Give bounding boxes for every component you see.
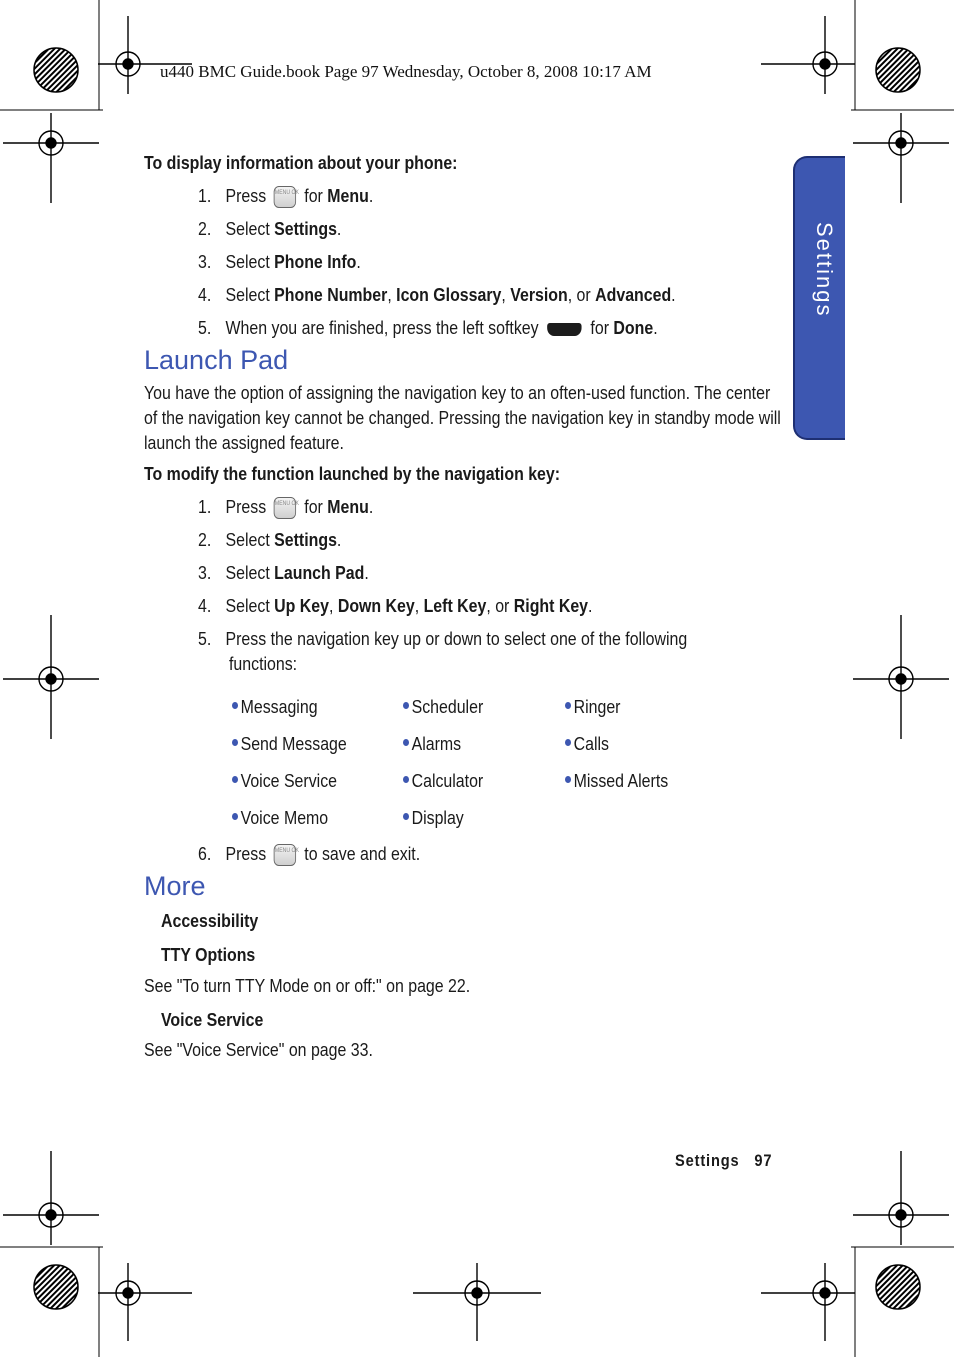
list-item: 4. Select Up Key, Down Key, Left Key, or Right Key. (198, 595, 593, 616)
function-item: Ringer (565, 696, 630, 718)
section-heading: To modify the function launched by the navigation key: (144, 463, 561, 484)
list-item-continuation: functions: (229, 653, 298, 674)
subsection-accessibility: Accessibility (161, 910, 259, 931)
section-title-launch-pad: Launch Pad (144, 345, 289, 375)
list-item: 5. When you are finished, press the left softkey for Done. (198, 317, 658, 338)
list-item: 3. Select Launch Pad. (198, 562, 369, 583)
menu-ok-key-icon: MENU OK (274, 186, 296, 208)
subsection-voice-service: Voice Service (161, 1009, 264, 1030)
footer-section: Settings (675, 1151, 740, 1170)
section-tab-label: Settings (812, 222, 837, 318)
menu-ok-key-icon: MENU OK (274, 844, 296, 866)
function-item: Display (403, 807, 474, 829)
list-item: 5. Press the navigation key up or down to select one of the following (198, 628, 688, 649)
list-item: 4. Select Phone Number, Icon Glossary, Version, or Advanced. (198, 284, 676, 305)
launch-pad-paragraph: You have the option of assigning the navigation key to an often-used function. The center of the navigation key cannot be changed. Pressing the navigation key in standby mode will launch the assigned feature. (144, 382, 781, 453)
function-item: Voice Memo (232, 807, 344, 829)
list-item: 6. Press MENU OK to save and exit. (198, 843, 456, 866)
page-number: 97 (754, 1151, 773, 1170)
list-item: 1. Press MENU OK for Menu. (198, 496, 402, 519)
section-title-more: More (144, 871, 206, 901)
list-item: 2. Select Settings. (198, 218, 342, 239)
function-item: Send Message (232, 733, 365, 755)
menu-ok-key-icon: MENU OK (274, 497, 296, 519)
left-softkey-icon (547, 323, 581, 336)
voice-service-reference: See "Voice Service" on page 33. (144, 1039, 373, 1060)
function-item: Missed Alerts (565, 770, 685, 792)
function-item: Calls (565, 733, 616, 755)
function-item: Voice Service (232, 770, 354, 792)
list-item: 2. Select Settings. (198, 529, 342, 550)
page-footer (675, 1151, 788, 1171)
section-heading: To display information about your phone: (144, 152, 458, 173)
book-header: u440 BMC Guide.book Page 97 Wednesday, October 8, 2008 10:17 AM (160, 62, 652, 81)
list-item: 1. Press MENU OK for Menu. (198, 185, 402, 208)
subsection-tty-options: TTY Options (161, 944, 256, 965)
function-item: Scheduler (403, 696, 496, 718)
function-item: Calculator (403, 770, 496, 792)
function-item: Messaging (232, 696, 331, 718)
function-item: Alarms (403, 733, 471, 755)
list-item: 3. Select Phone Info. (198, 251, 361, 272)
tty-reference: See "To turn TTY Mode on or off:" on page 22. (144, 975, 471, 996)
